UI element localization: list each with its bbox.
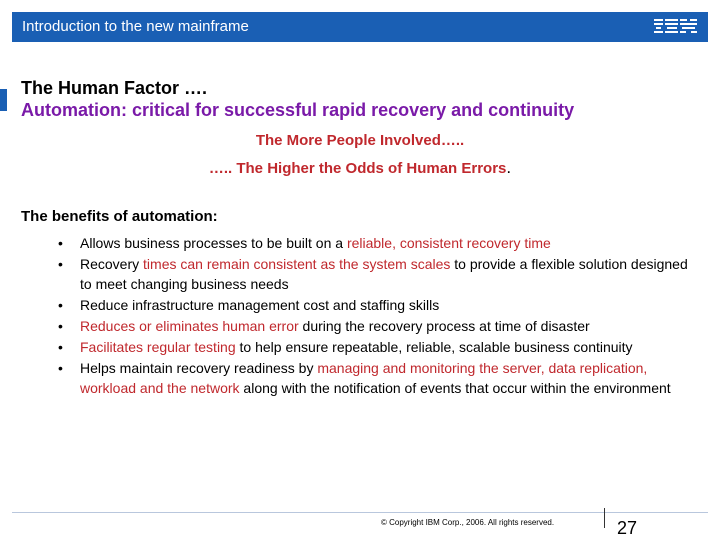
- header-bar: [12, 12, 708, 42]
- left-accent-marker: [0, 89, 7, 111]
- highlighted-text: reliable, consistent recovery time: [346, 235, 551, 251]
- list-item-text: Recovery: [80, 256, 144, 272]
- subtitle-line1: The More People Involved…..: [255, 132, 465, 149]
- list-item: [58, 316, 698, 336]
- highlighted-text: Reduces or eliminates human error: [80, 318, 299, 334]
- bullet-dot-icon: •: [58, 339, 63, 355]
- bullet-dot-icon: •: [58, 297, 63, 313]
- list-item-text: Helps maintain recovery readiness by: [80, 360, 318, 376]
- list-item: [58, 337, 698, 357]
- subtitle-line2: [0, 158, 720, 178]
- list-item-text: to provide a flexible solution designed to meet changing business needs: [80, 256, 688, 292]
- highlighted-text: managing and monitoring the server, data replication, workload and the network: [80, 360, 648, 396]
- subtitle-line2-text: ….. The Higher the Odds of Human Errors: [208, 160, 507, 177]
- bullet-dot-icon: •: [58, 360, 63, 376]
- list-item-text: Allows business processes to be built on a: [80, 235, 347, 251]
- list-item-text: during the recovery process at time of disaster: [298, 318, 590, 334]
- list-item-text: along with the notification of events that occur within the environment: [239, 380, 671, 396]
- bullet-dot-icon: •: [58, 235, 63, 251]
- bullet-dot-icon: •: [58, 318, 63, 334]
- slide-title-line1: The Human Factor ….: [21, 78, 208, 98]
- list-item-text: Reduce infrastructure management cost and staffing skills: [80, 297, 440, 313]
- benefits-heading: The benefits of automation:: [21, 208, 218, 225]
- benefits-list: [58, 233, 698, 399]
- list-item: [58, 295, 698, 315]
- highlighted-text: times can remain consistent as the system scales: [143, 256, 451, 272]
- subtitle-line2-period: .: [506, 158, 512, 177]
- ibm-logo-icon: [654, 17, 698, 37]
- list-item-text: to help ensure repeatable, reliable, scalable business continuity: [235, 339, 633, 355]
- list-item: [58, 233, 698, 253]
- list-item: [58, 254, 698, 294]
- bullet-dot-icon: •: [58, 256, 63, 272]
- copyright-notice: © Copyright IBM Corp., 2006. All rights reserved.: [381, 518, 555, 527]
- slide-title-line2: Automation: critical for successful rapid recovery and continuity: [21, 100, 575, 120]
- page-number: 27: [617, 518, 638, 538]
- header-title: Introduction to the new mainframe: [22, 18, 249, 35]
- highlighted-text: Facilitates regular testing: [80, 339, 236, 355]
- list-item: [58, 358, 698, 398]
- footer-divider: [604, 508, 605, 528]
